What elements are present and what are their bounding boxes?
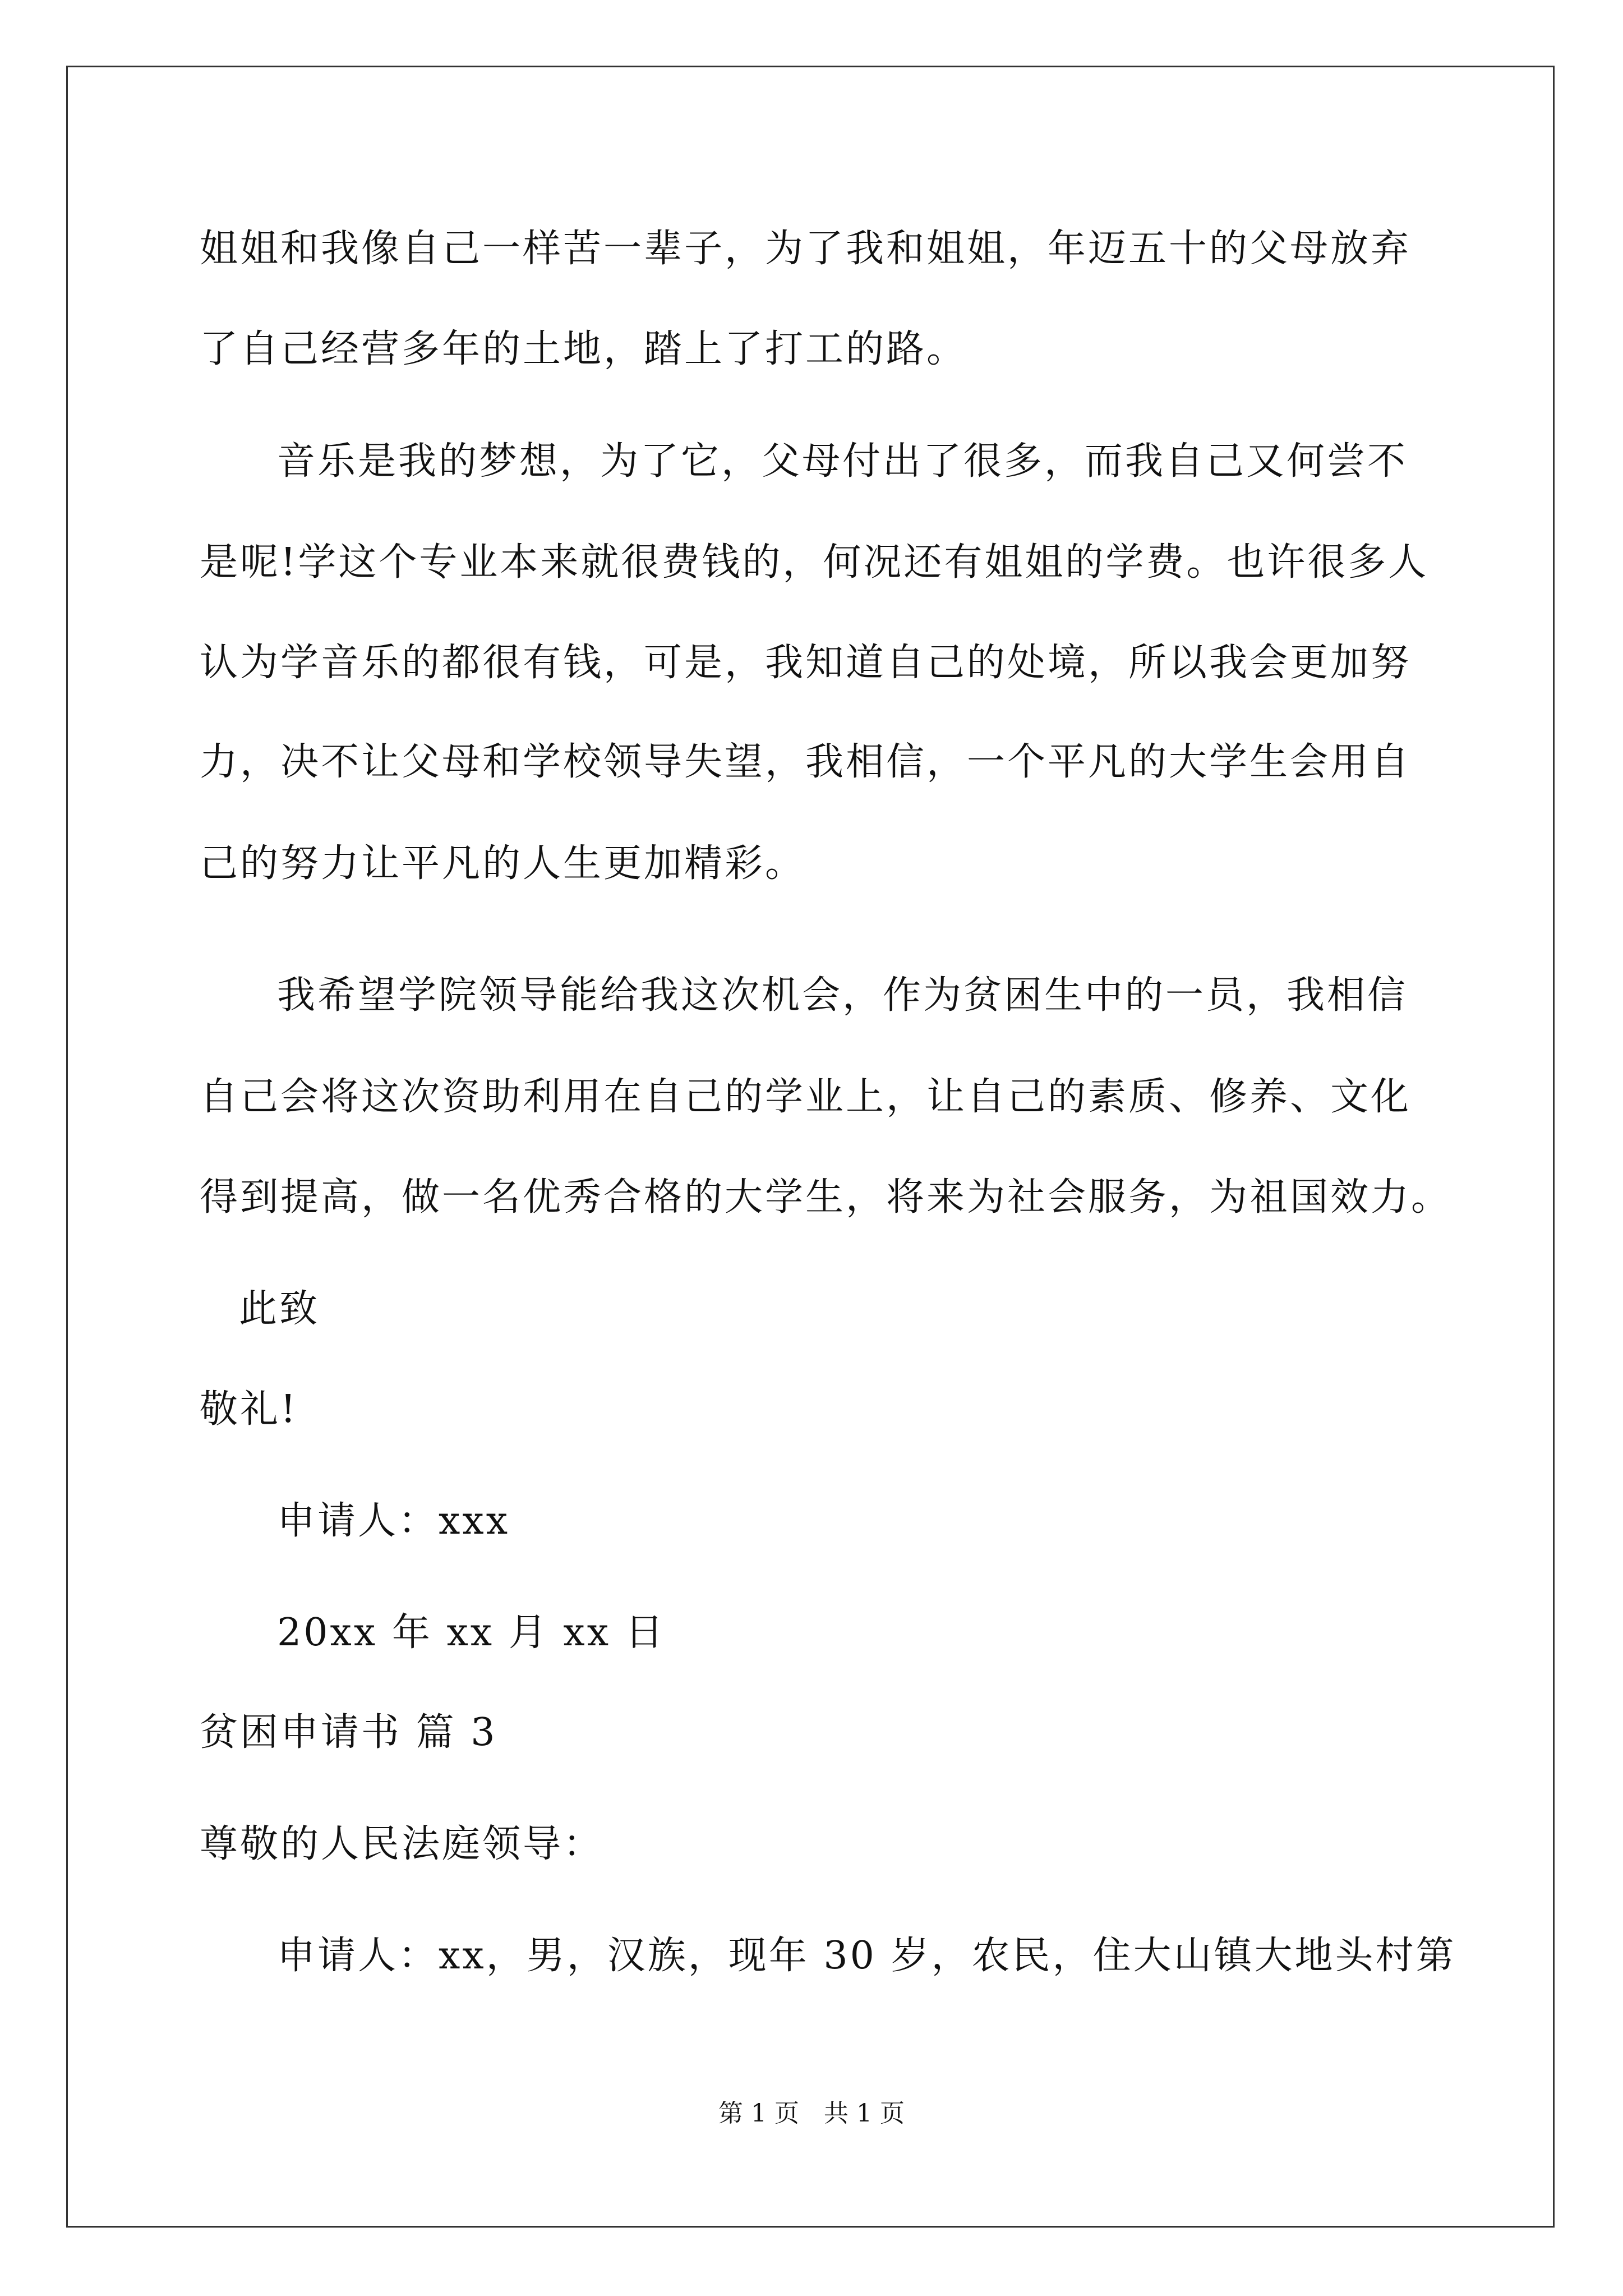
body-text-line: 自己会将这次资助利用在自己的学业上，让自己的素质、修养、文化	[200, 1075, 1412, 1119]
paragraph-first-line: 我希望学院领导能给我这次机会，作为贫困生中的一员，我相信	[277, 973, 1408, 1018]
body-text-line: 是呢!学这个专业本来就很费钱的，何况还有姐姐的学费。也许很多人	[200, 540, 1429, 585]
closing-regards: 敬礼!	[200, 1387, 298, 1432]
paragraph-first-line: 音乐是我的梦想，为了它，父母付出了很多，而我自己又何尝不	[277, 439, 1408, 484]
body-text-line: 力，决不让父母和学校领导失望，我相信，一个平凡的大学生会用自	[200, 740, 1412, 784]
body-text-line: 姐姐和我像自己一样苦一辈子，为了我和姐姐，年迈五十的父母放弃	[200, 227, 1412, 271]
applicant-signature: 申请人：xxx	[277, 1499, 510, 1543]
body-text-line: 了自己经营多年的土地，踏上了打工的路。	[200, 327, 967, 371]
page-footer: 第 1 页 共 1 页	[718, 2099, 905, 2128]
paragraph-first-line: 申请人：xx，男，汉族，现年 30 岁，农民，住大山镇大地头村第	[277, 1934, 1456, 1978]
body-text-line: 己的努力让平凡的人生更加精彩。	[200, 841, 806, 886]
body-text-line: 得到提高，做一名优秀合格的大学生，将来为社会服务，为祖国效力。	[200, 1175, 1452, 1220]
page-border	[66, 66, 1555, 2228]
section-heading: 贫困申请书 篇 3	[200, 1710, 497, 1755]
closing-salutation: 此致	[239, 1287, 320, 1331]
body-text-line: 认为学音乐的都很有钱，可是，我知道自己的处境，所以我会更加努	[200, 641, 1412, 685]
signature-date: 20xx 年 xx 月 xx 日	[277, 1611, 666, 1655]
letter-salutation: 尊敬的人民法庭领导：	[200, 1822, 604, 1866]
